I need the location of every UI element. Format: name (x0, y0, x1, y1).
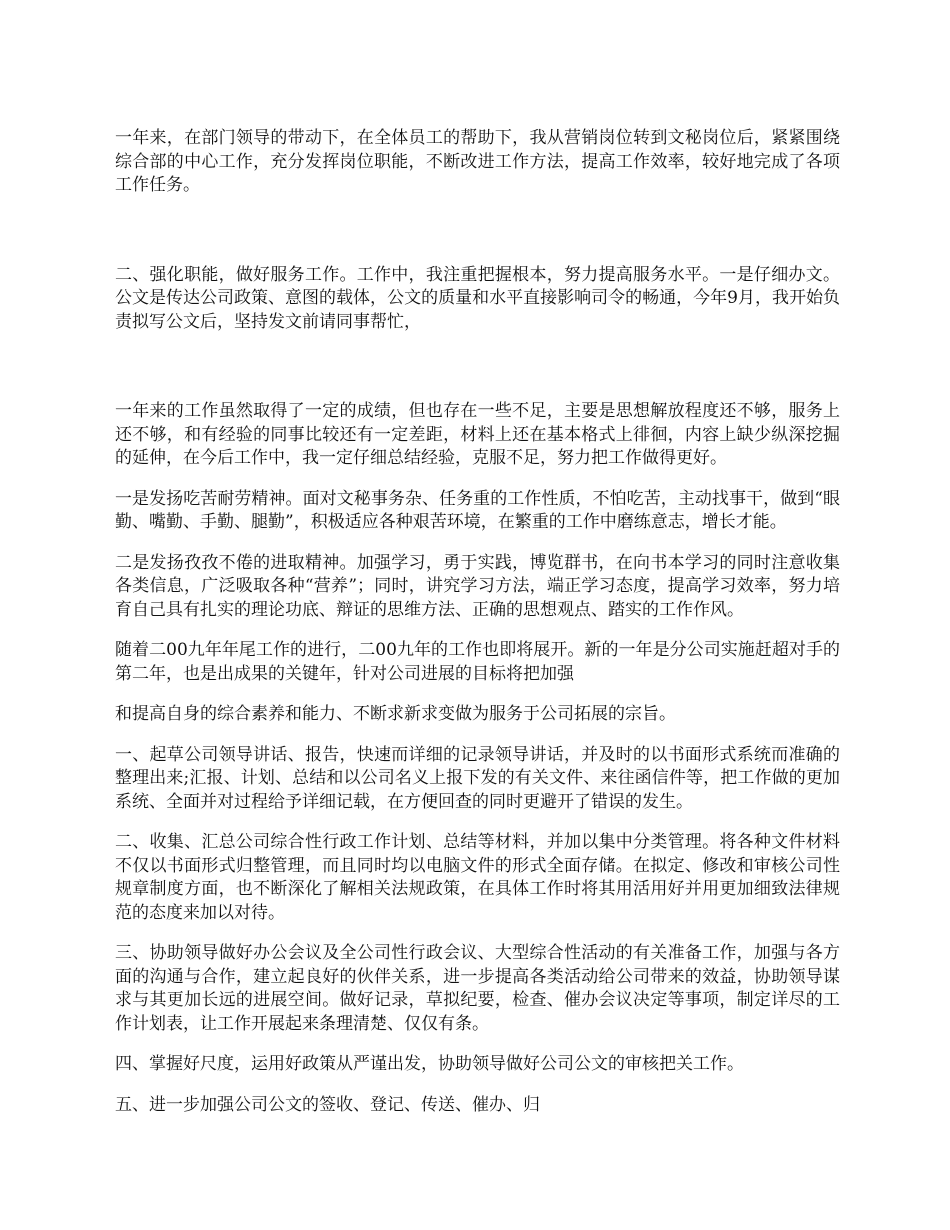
paragraph-item-two: 二、收集、汇总公司综合性行政工作计划、总结等材料，并加以集中分类管理。将各种文件材料不仅以书面形式归整管理，而且同时均以电脑文件的形式全面存储。在拟定、修改和审核公司性规章制度方面，也不断深化了解相关法规政策，在具体工作时将其用活用好并用更加细致法律规范的态度来加以对待。 (115, 832, 840, 923)
paragraph-hardworking-spirit: 一是发扬吃苦耐劳精神。面对文秘事务杂、任务重的工作性质，不怕吃苦，主动找事干，做到“眼勤、嘴勤、手勤、腿勤”，积极适应各种艰苦环境，在繁重的工作中磨练意志，增长才能。 (115, 488, 840, 532)
paragraph-item-three: 三、协助领导做好办公会议及全公司性行政会议、大型综合性活动的有关准备工作，加强与各方面的沟通与合作，建立起良好的伙伴关系，进一步提高各类活动给公司带来的效益，协助领导谋求与其更加长远的进展空间。做好记录，草拟纪要，检查、催办会议决定等事项，制定详尽的工作计划表，让工作开展起来条理清楚、仅仅有条。 (115, 943, 840, 1034)
paragraph-shortcomings: 一年来的工作虽然取得了一定的成绩，但也存在一些不足，主要是思想解放程度还不够，服务上还不够，和有经验的同事比较还有一定差距，材料上还在基本格式上徘徊，内容上缺少纵深挖掘的延伸，在今后工作中，我一定仔细总结经验，克服不足，努力把工作做得更好。 (115, 401, 840, 468)
paragraph-new-year: 随着二00九年年尾工作的进行，二00九年的工作也即将展开。新的一年是分公司实施赶超对手的第二年，也是出成果的关键年，针对公司进展的目标将把加强 (115, 640, 840, 684)
paragraph-learning-spirit: 二是发扬孜孜不倦的进取精神。加强学习，勇于实践，博览群书，在向书本学习的同时注意收集各类信息，广泛吸取各种“营养”；同时，讲究学习方法，端正学习态度，提高学习效率，努力培育自己具有扎实的理论功底、辩证的思维方法、正确的思想观点、踏实的工作作风。 (115, 552, 840, 620)
paragraph-purpose: 和提高自身的综合素养和能力、不断求新求变做为服务于公司拓展的宗旨。 (115, 704, 676, 724)
paragraph-strengthen-functions: 二、强化职能，做好服务工作。工作中，我注重把握根本，努力提高服务水平。一是仔细办文。公文是传达公司政策、意图的载体，公文的质量和水平直接影响司令的畅通，今年9月，我开始负责拟写公文后，坚持发文前请同事帮忙， (115, 264, 840, 332)
paragraph-intro: 一年来，在部门领导的带动下，在全体员工的帮助下，我从营销岗位转到文秘岗位后，紧紧围绕综合部的中心工作，充分发挥岗位职能，不断改进工作方法，提高工作效率，较好地完成了各项工作任务。 (115, 128, 840, 195)
paragraph-item-one: 一、起草公司领导讲话、报告，快速而详细的记录领导讲话，并及时的以书面形式系统而准确的整理出来;汇报、计划、总结和以公司名义上报下发的有关文件、来往函信件等，把工作做的更加系统、全面并对过程给予详细记载，在方便回查的同时更避开了错误的发生。 (115, 744, 840, 812)
document-body (115, 127, 840, 1134)
paragraph-item-four: 四、掌握好尺度，运用好政策从严谨出发，协助领导做好公司公文的审核把关工作。 (115, 1054, 744, 1074)
paragraph-item-five: 五、进一步加强公司公文的签收、登记、传送、催办、归 (115, 1094, 540, 1115)
